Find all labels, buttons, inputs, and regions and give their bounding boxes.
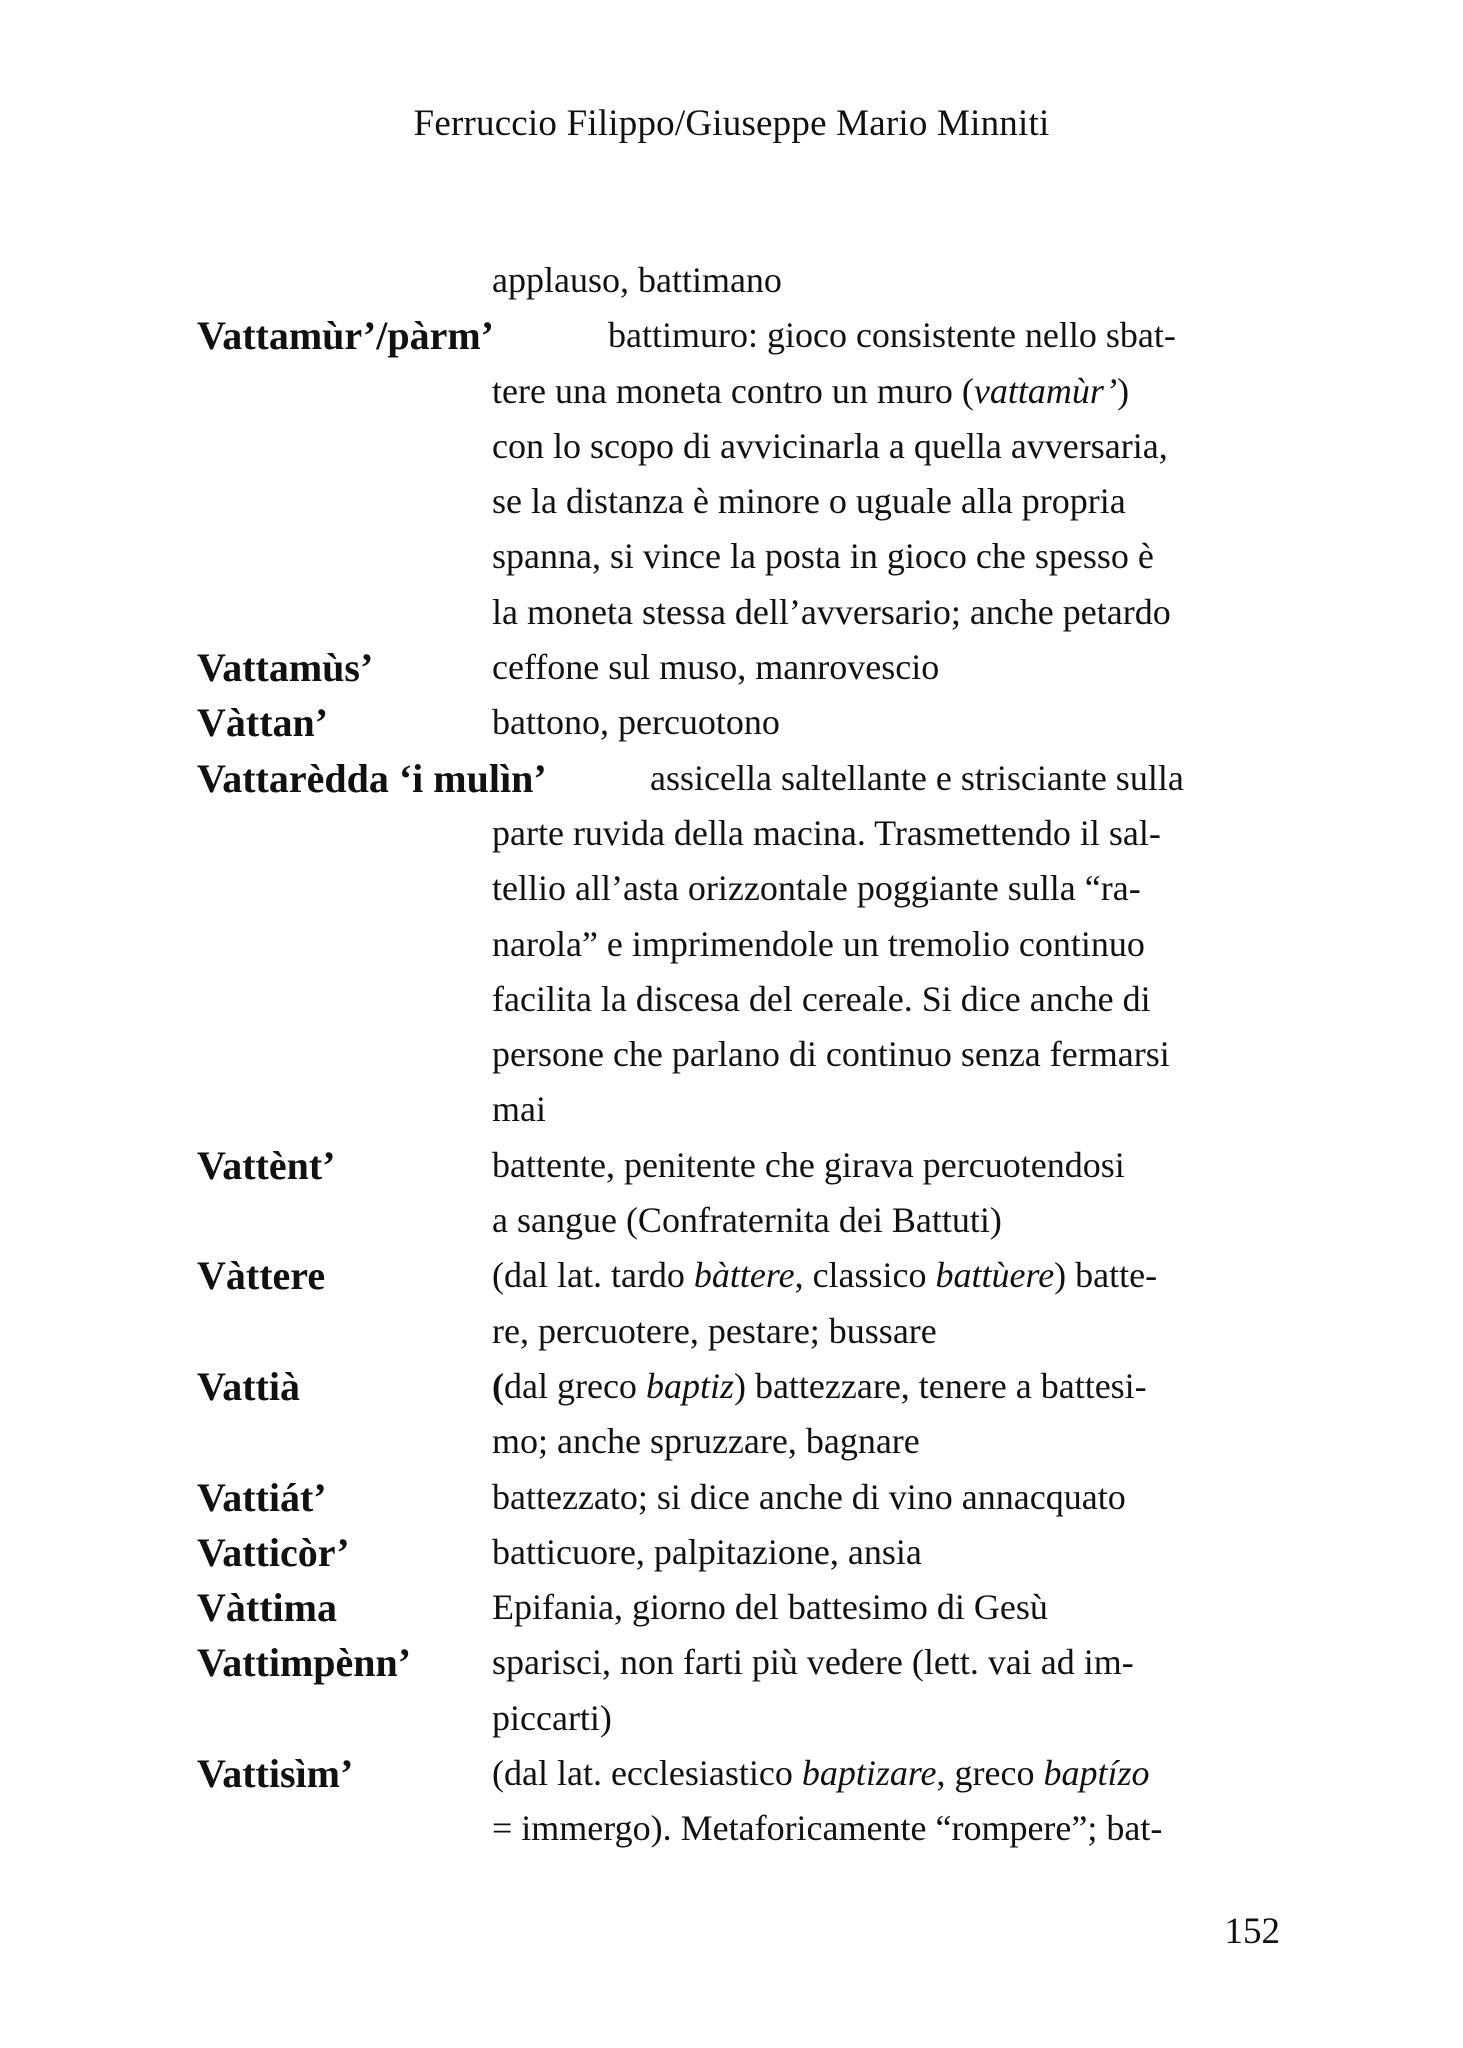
- italic-term: bàttere: [693, 1255, 795, 1296]
- definition-line: parte ruvida della macina. Trasmettendo il sal-: [492, 812, 1161, 853]
- definition-line: persone che parlano di continuo senza fermarsi: [492, 1034, 1170, 1075]
- entry-line: [0, 917, 1463, 972]
- definition-line: spanna, si vince la posta in gioco che spesso è: [492, 536, 1154, 577]
- page-number: 152: [1224, 1911, 1280, 1952]
- definition-line: batticuore, palpitazione, ansia: [492, 1531, 922, 1572]
- entry-line: [0, 364, 1463, 419]
- definition-line: battono, percuotono: [492, 702, 780, 743]
- entry-line: [0, 1801, 1463, 1856]
- entry-line: [0, 1746, 1463, 1801]
- italic-term: baptízo: [1043, 1753, 1150, 1794]
- entry-line: [0, 1580, 1463, 1635]
- entry-line: [0, 585, 1463, 640]
- headword: Vàttan’: [197, 700, 329, 746]
- entry-line: [0, 474, 1463, 529]
- entry-line: [0, 1193, 1463, 1248]
- headword: Vattimpènn’: [197, 1640, 412, 1686]
- definition-line: mo; anche spruzzare, bagnare: [492, 1421, 920, 1462]
- entry-line: [0, 1635, 1463, 1690]
- definition-line: piccarti): [492, 1697, 612, 1738]
- definition-line: (dal lat. ecclesiastico baptizare, greco baptízo: [492, 1753, 1150, 1794]
- definition-line: mai: [492, 1089, 546, 1130]
- entry-line: [0, 1525, 1463, 1580]
- definition-line: Epifania, giorno del battesimo di Gesù: [492, 1587, 1048, 1628]
- entry-line: [0, 806, 1463, 861]
- entry-line: [0, 1304, 1463, 1359]
- definition-line: con lo scopo di avvicinarla a quella avversaria,: [492, 425, 1168, 466]
- headword: Vatticòr’: [197, 1529, 350, 1575]
- definition-line: battezzato; si dice anche di vino annacquato: [492, 1476, 1126, 1517]
- italic-term: vattamùr’: [973, 370, 1118, 411]
- definition-line: battente, penitente che girava percuotendosi: [492, 1144, 1125, 1185]
- entry-line: [0, 972, 1463, 1027]
- entry-line: [0, 1414, 1463, 1469]
- entry-line: [0, 253, 1463, 308]
- entry-line: [0, 751, 1463, 806]
- headword: Vàttima: [197, 1585, 337, 1631]
- entry-line: [0, 861, 1463, 916]
- italic-term: battùere: [935, 1255, 1055, 1296]
- definition-line: a sangue (Confraternita dei Battuti): [492, 1200, 1002, 1241]
- headword: Vattià: [197, 1363, 300, 1409]
- entry-line: [0, 1082, 1463, 1137]
- entry-line: [0, 1138, 1463, 1193]
- definition-line: sparisci, non farti più vedere (lett. vai ad im-: [492, 1642, 1134, 1683]
- entry-line: [0, 695, 1463, 750]
- definition-line: ceffone sul muso, manrovescio: [492, 647, 940, 688]
- entry-line: [0, 640, 1463, 695]
- headword: Vattamùs’: [197, 645, 374, 691]
- definition-line: tellio all’asta orizzontale poggiante sulla “ra-: [492, 868, 1141, 909]
- headword: Vattarèdda ‘i mulìn’: [197, 755, 547, 801]
- definition-line: = immergo). Metaforicamente “rompere”; bat-: [492, 1808, 1163, 1849]
- definition-line: facilita la discesa del cereale. Si dice anche di: [492, 978, 1151, 1019]
- entry-line: [0, 1470, 1463, 1525]
- headword: Vattamùr’/pàrm’: [197, 313, 494, 359]
- entry-line: [0, 419, 1463, 474]
- definition-line: (dal lat. tardo bàttere, classico battùere) batte-: [492, 1255, 1158, 1296]
- entry-line: [0, 308, 1463, 363]
- italic-term: baptiz: [645, 1365, 734, 1406]
- definition-line: la moneta stessa dell’avversario; anche petardo: [492, 591, 1171, 632]
- definition-line: (dal greco baptiz) battezzare, tenere a battesi-: [492, 1365, 1147, 1406]
- headword: Vattènt’: [197, 1142, 336, 1188]
- entry-line: [0, 1691, 1463, 1746]
- headword: Vattisìm’: [197, 1751, 354, 1797]
- italic-term: baptizare: [801, 1753, 937, 1794]
- definition-line: battimuro: gioco consistente nello sbat-: [608, 315, 1176, 356]
- definition-line: se la distanza è minore o uguale alla propria: [492, 481, 1126, 522]
- definition-line: applauso, battimano: [492, 260, 782, 300]
- definition-line: assicella saltellante e strisciante sulla: [650, 757, 1184, 798]
- definition-line: tere una moneta contro un muro (vattamùr’): [492, 370, 1130, 411]
- entry-line: [0, 1248, 1463, 1303]
- definition-line: narola” e imprimendole un tremolio continuo: [492, 923, 1145, 964]
- running-header: Ferruccio Filippo/Giuseppe Mario Minniti: [413, 103, 1050, 144]
- entry-line: [0, 1027, 1463, 1082]
- headword: Vattiát’: [197, 1474, 327, 1520]
- entry-line: [0, 1359, 1463, 1414]
- entry-line: [0, 529, 1463, 584]
- headword: Vàttere: [197, 1253, 326, 1299]
- definition-line: re, percuotere, pestare; bussare: [492, 1310, 937, 1351]
- entry-list: [0, 253, 1463, 1857]
